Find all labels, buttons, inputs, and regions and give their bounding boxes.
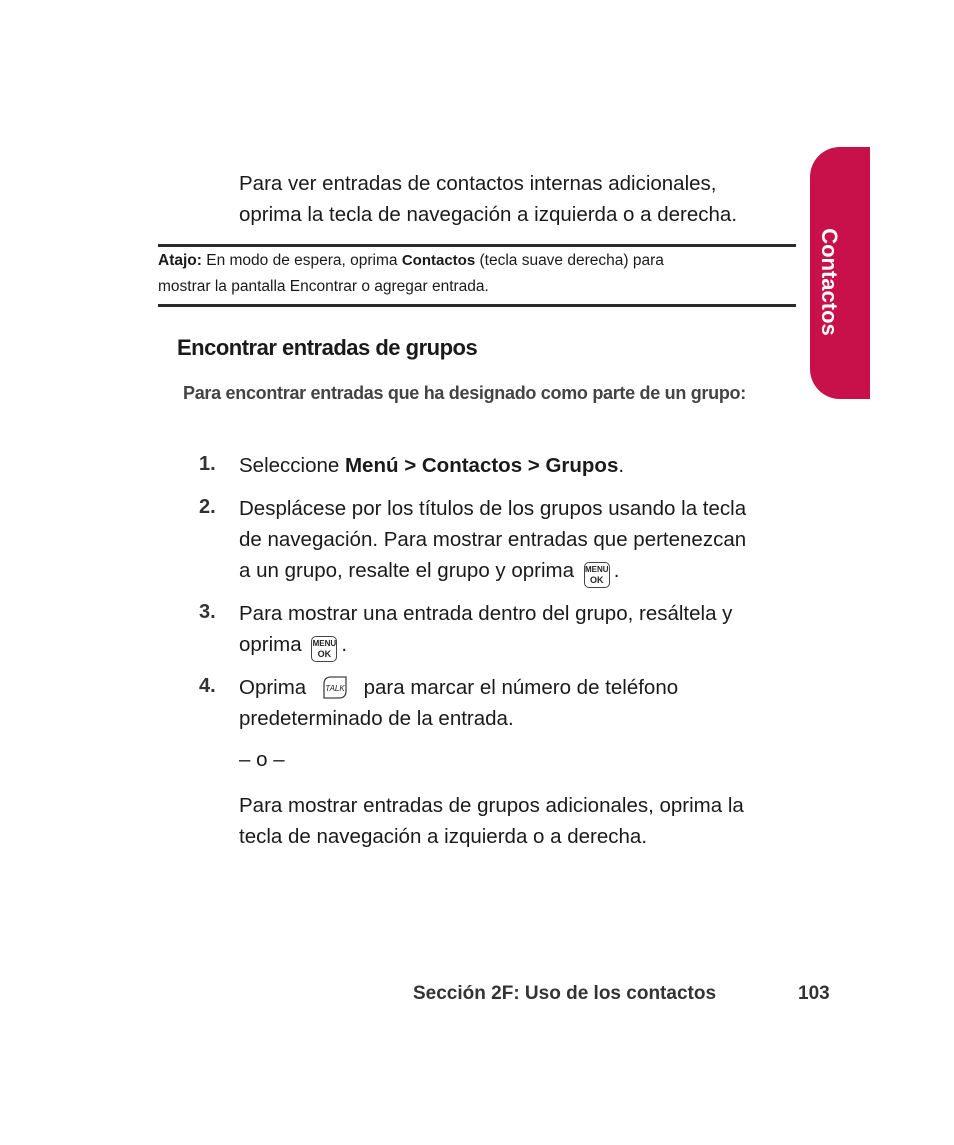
step-3-line-2: oprima [239, 633, 302, 656]
side-tab-label: Contactos [817, 228, 842, 336]
section-heading: Encontrar entradas de grupos [177, 335, 478, 360]
shortcut-text-before: En modo de espera, oprima [206, 252, 398, 269]
step-3-period: . [341, 633, 348, 656]
alternative-line-2: tecla de navegación a izquierda o a derecha. [239, 825, 648, 848]
intro-paragraph [239, 168, 799, 230]
step-1-number: 1. [199, 453, 216, 475]
alternative-line-1: Para mostrar entradas de grupos adicionales, oprima la [239, 794, 744, 817]
menu-ok-key-icon: MENU OK [311, 636, 337, 662]
step-3-number: 3. [199, 601, 216, 623]
shortcut-bottom-rule [158, 304, 796, 307]
page-number: 103 [798, 983, 830, 1004]
step-3-text [239, 598, 799, 662]
step-4-oprima: Oprima [239, 676, 307, 699]
shortcut-text-after: (tecla suave derecha) para [479, 252, 664, 269]
step-4-text [239, 672, 799, 734]
step-1-text [239, 450, 799, 481]
step-2-line-1: Desplácese por los títulos de los grupos usando la tecla [239, 497, 747, 520]
step-4-line-1: para marcar el número de teléfono [363, 676, 679, 699]
step-2-line-3: a un grupo, resalte el grupo y oprima [239, 559, 575, 582]
step-1-menu-path: Menú > Contactos > Grupos [344, 454, 619, 477]
intro-line-1: Para ver entradas de contactos internas adicionales, [239, 172, 717, 195]
section-subheading: Para encontrar entradas que ha designado como parte de un grupo: [183, 383, 746, 403]
shortcut-line-2: mostrar la pantalla Encontrar o agregar entrada. [158, 278, 489, 295]
step-2-number: 2. [199, 496, 216, 518]
step-3-line-1: Para mostrar una entrada dentro del grupo, resáltela y [239, 602, 733, 625]
step-2-text [239, 493, 799, 588]
step-4-number: 4. [199, 675, 216, 697]
step-2-period: . [613, 559, 620, 582]
svg-text:TALK: TALK [325, 684, 345, 693]
step-1-before: Seleccione [239, 454, 345, 477]
shortcut-label: Atajo: [158, 252, 202, 269]
shortcut-box [158, 248, 796, 300]
intro-line-2: oprima la tecla de navegación a izquierda o a derecha. [239, 203, 738, 226]
step-2-line-2: de navegación. Para mostrar entradas que pertenezcan [239, 528, 747, 551]
menu-ok-key-icon: MENU OK [584, 562, 610, 588]
shortcut-top-rule [158, 244, 796, 247]
or-separator: – o – [239, 748, 285, 771]
talk-key-icon [320, 674, 350, 700]
alternative-paragraph [239, 790, 799, 852]
contactos-softkey-label: Contactos [401, 252, 476, 269]
step-1-after: . [618, 454, 625, 477]
step-4-line-2: predeterminado de la entrada. [239, 707, 514, 730]
footer-section-title: Sección 2F: Uso de los contactos [413, 983, 717, 1004]
